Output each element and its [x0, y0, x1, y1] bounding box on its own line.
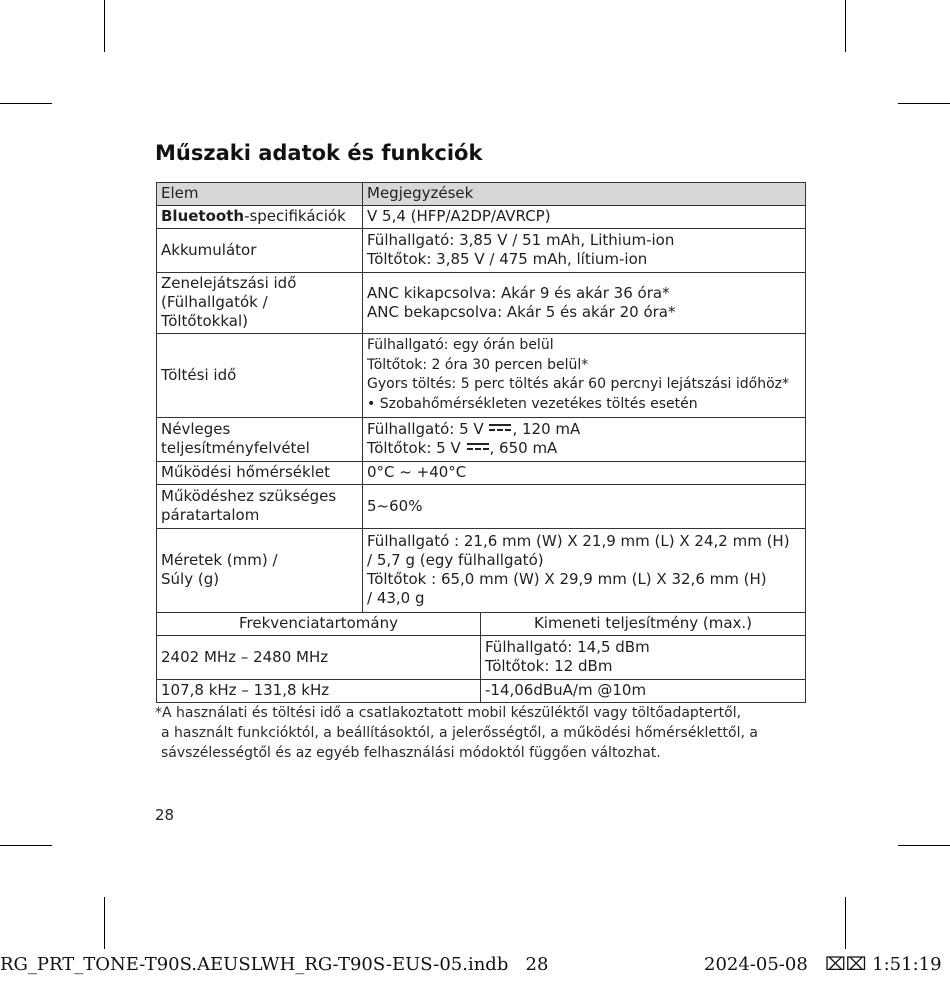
- crop-mark-right-upper: [898, 103, 950, 104]
- label-line: Névleges: [161, 420, 231, 438]
- crop-mark-left-lower: [0, 845, 52, 846]
- value-line: Fülhallgató: 14,5 dBm: [485, 638, 650, 656]
- header-item: Elem: [157, 183, 363, 206]
- crop-mark-bottom-right: [845, 897, 846, 949]
- page-number: 28: [155, 806, 175, 824]
- row-label: Akkumulátor: [157, 229, 363, 273]
- label-line: Méretek (mm) /: [161, 551, 278, 569]
- print-slug-datetime: 2024-05-08 ⌧⌧ 1:51:19: [704, 954, 942, 975]
- value-text: , 120 mA: [512, 420, 581, 438]
- label-line: Súly (g): [161, 570, 220, 588]
- value-line: Töltőtok: 2 óra 30 percen belül*: [367, 356, 589, 373]
- row-label: [157, 529, 363, 613]
- row-label: [157, 418, 363, 462]
- value-line: ANC kikapcsolva: Akár 9 és akár 36 óra*: [367, 283, 670, 302]
- header-notes: Megjegyzések: [363, 183, 806, 206]
- value-line: Fülhallgató : 21,6 mm (W) X 21,9 mm (L) X 24,2 mm (H): [367, 532, 790, 550]
- rf-header-row: [157, 613, 806, 636]
- dc-current-icon: [489, 424, 511, 432]
- row-label: [157, 485, 363, 529]
- row-value: 0°C ~ +40°C: [363, 462, 806, 485]
- value-text: Töltőtok: 5 V: [367, 439, 466, 457]
- crop-mark-left-upper: [0, 103, 52, 104]
- label-line: Zenelejátszási idő: [161, 274, 297, 292]
- dc-current-icon: [467, 443, 489, 451]
- row-value: [363, 334, 806, 418]
- row-value: [363, 529, 806, 613]
- table-row: [157, 485, 806, 529]
- table-row: [157, 334, 806, 418]
- rf-frequency: 2402 MHz – 2480 MHz: [157, 636, 481, 680]
- table-row: [157, 418, 806, 462]
- crop-mark-right-lower: [898, 845, 950, 846]
- footnote-line: sávszélességtől és az egyéb felhasználási módoktól függően változhat.: [161, 745, 661, 761]
- table-row: [157, 229, 806, 273]
- table-row: [157, 529, 806, 613]
- row-label: Működési hőmérséklet: [157, 462, 363, 485]
- rf-frequency: 107,8 kHz – 131,8 kHz: [157, 680, 481, 703]
- row-label: Töltési idő: [157, 334, 363, 418]
- crop-mark-top-left: [104, 0, 105, 52]
- rf-header-frequency: Frekvenciatartomány: [157, 613, 481, 636]
- row-value: [363, 273, 806, 334]
- value-line: Fülhallgató: 3,85 V / 51 mAh, Lithium-ion: [367, 231, 675, 249]
- label-line: teljesítményfelvétel: [161, 439, 310, 457]
- value-line: [367, 439, 801, 458]
- value-line: • Szobahőmérsékleten vezetékes töltés esetén: [367, 395, 698, 412]
- crop-mark-bottom-left: [104, 897, 105, 949]
- table-header-row: [157, 183, 806, 206]
- rf-row: [157, 680, 806, 703]
- table-row: [157, 206, 806, 229]
- label-line: (Fülhallgatók / Töltőtokkal): [161, 293, 268, 330]
- bluetooth-label: Bluetooth: [161, 207, 245, 225]
- label-line: Működéshez szükséges: [161, 487, 337, 505]
- value-line: Gyors töltés: 5 perc töltés akár 60 percnyi lejátszási időhöz*: [367, 376, 790, 392]
- value-line: Töltőtok : 65,0 mm (W) X 29,9 mm (L) X 32,6 mm (H): [367, 570, 767, 588]
- row-value: V 5,4 (HFP/A2DP/AVRCP): [363, 206, 806, 229]
- row-label-rest: -specifikációk: [244, 207, 346, 225]
- row-label: [157, 273, 363, 334]
- value-line: ANC bekapcsolva: Akár 5 és akár 20 óra*: [367, 302, 676, 321]
- value-line: Töltőtok: 3,85 V / 475 mAh, lítium-ion: [367, 250, 648, 268]
- value-line: Töltőtok: 12 dBm: [485, 657, 613, 675]
- value-text: Fülhallgató: 5 V: [367, 420, 489, 438]
- table-row: [157, 462, 806, 485]
- value-line: Fülhallgató: egy órán belül: [367, 337, 554, 353]
- row-value: [363, 418, 806, 462]
- row-value: [363, 229, 806, 273]
- spec-table: [156, 182, 806, 703]
- row-value: 5~60%: [363, 485, 806, 529]
- rf-power: -14,06dBuA/m @10m: [481, 680, 806, 703]
- value-line: [367, 420, 801, 439]
- page-title: Műszaki adatok és funkciók: [155, 141, 483, 165]
- crop-mark-top-right: [845, 0, 846, 52]
- row-label: [157, 206, 363, 229]
- value-text: , 650 mA: [489, 439, 558, 457]
- value-line: / 5,7 g (egy fülhallgató): [367, 551, 544, 569]
- footnote: [155, 703, 795, 763]
- footnote-line: a használt funkcióktól, a beállításoktól, a jelerősségtől, a működési hőmérséklettől, a: [161, 725, 758, 741]
- rf-row: [157, 636, 806, 680]
- rf-power: [481, 636, 806, 680]
- label-line: páratartalom: [161, 506, 260, 524]
- footnote-line: *A használati és töltési idő a csatlakoztatott mobil készüléktől vagy töltőadaptertől,: [155, 705, 742, 721]
- value-line: / 43,0 g: [367, 589, 425, 607]
- print-slug-filename: RG_PRT_TONE-T90S.AEUSLWH_RG-T90S-EUS-05.indb 28: [0, 954, 549, 975]
- rf-header-power: Kimeneti teljesítmény (max.): [481, 613, 806, 636]
- table-row: [157, 273, 806, 334]
